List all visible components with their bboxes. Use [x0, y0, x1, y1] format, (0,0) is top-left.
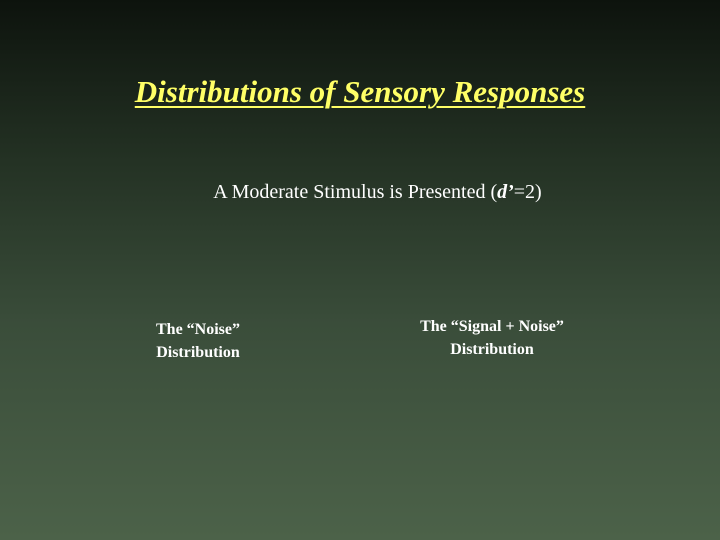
noise-distribution-label	[138, 318, 258, 364]
subtitle-dprime: d’	[497, 181, 514, 203]
slide-title: Distributions of Sensory Responses	[134, 74, 586, 109]
signal-noise-label-line1: The “Signal + Noise”	[420, 318, 564, 335]
signal-noise-label-line2: Distribution	[450, 341, 534, 358]
subtitle-suffix: =2)	[513, 181, 542, 203]
signal-noise-distribution-label	[392, 315, 592, 361]
subtitle-prefix: A Moderate Stimulus is Presented (	[213, 181, 498, 203]
subtitle	[0, 181, 720, 204]
noise-label-line1: The “Noise”	[156, 321, 240, 338]
noise-label-line2: Distribution	[156, 344, 240, 361]
